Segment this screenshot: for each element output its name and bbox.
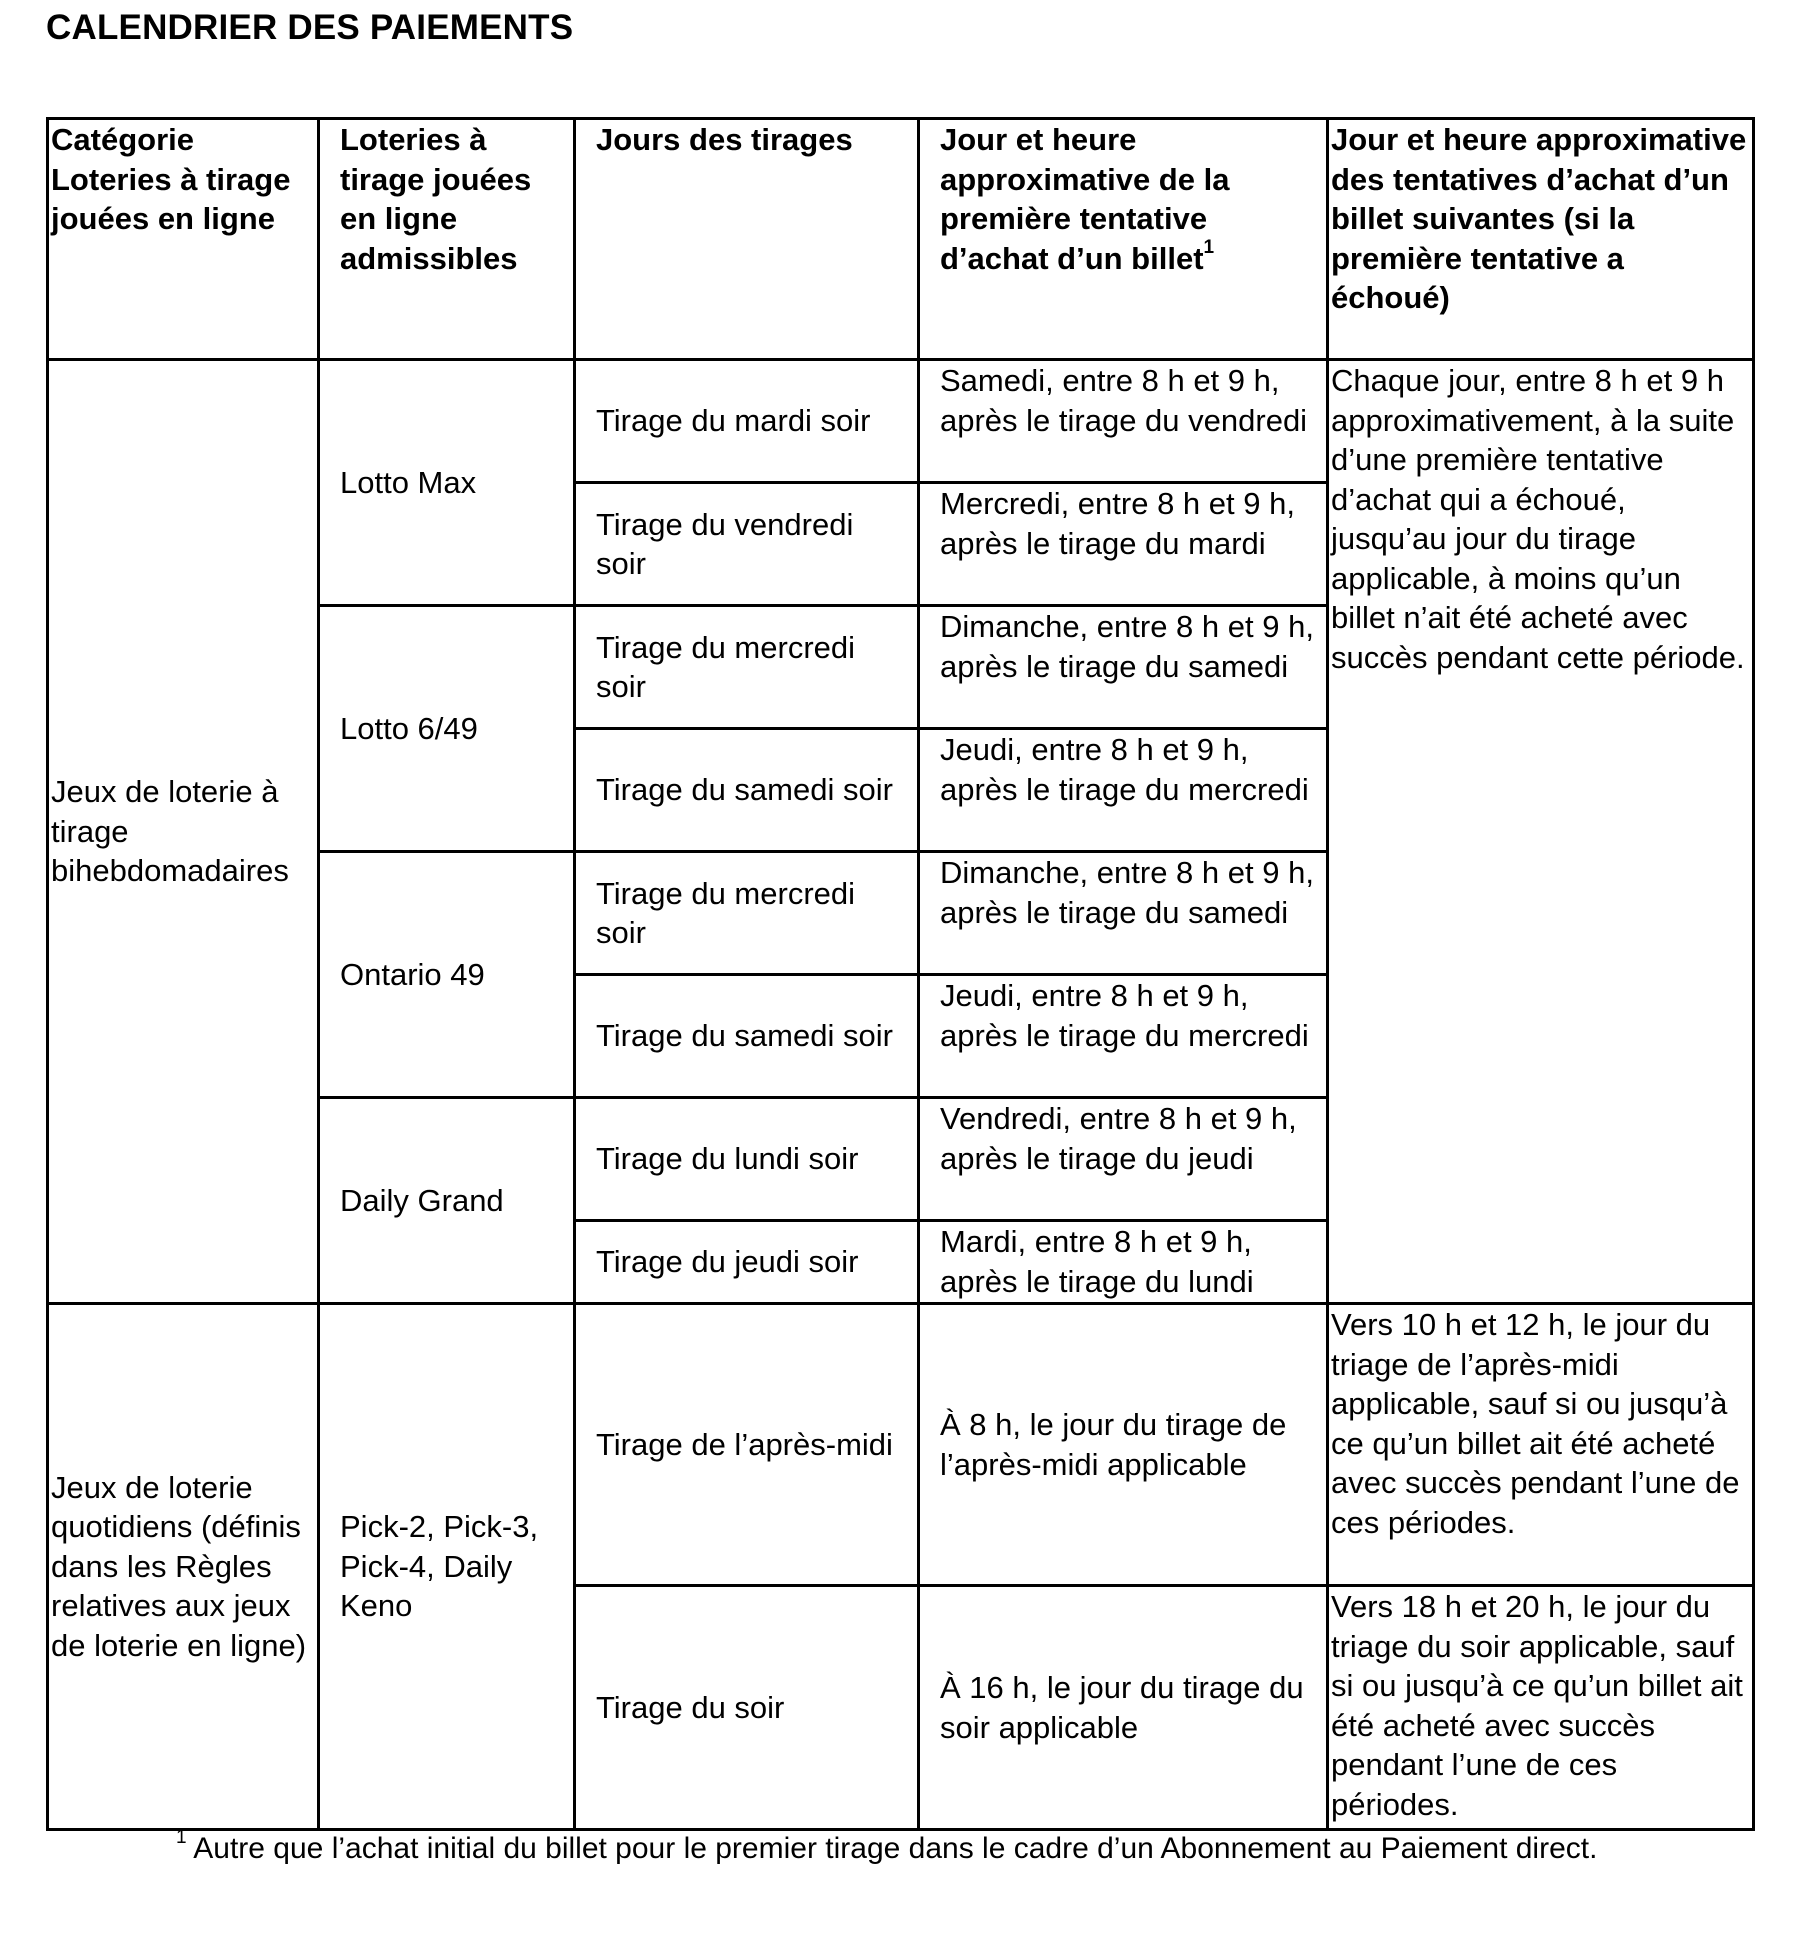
header-first-attempt bbox=[919, 119, 1328, 360]
lottery-name-cell: Lotto 6/49 bbox=[319, 606, 575, 852]
first-attempt-cell: Mardi, entre 8 h et 9 h, après le tirage du lundi bbox=[919, 1221, 1328, 1304]
draw-day-cell: Tirage du samedi soir bbox=[575, 975, 919, 1098]
draw-day-cell: Tirage du mercredi soir bbox=[575, 606, 919, 729]
footnote bbox=[46, 1827, 1752, 1868]
draw-day-cell: Tirage du soir bbox=[575, 1586, 919, 1830]
draw-day-cell: Tirage du mercredi soir bbox=[575, 852, 919, 975]
first-attempt-cell: À 8 h, le jour du tirage de l’après-midi applicable bbox=[919, 1304, 1328, 1586]
first-attempt-cell: Vendredi, entre 8 h et 9 h, après le tirage du jeudi bbox=[919, 1098, 1328, 1221]
footnote-ref: 1 bbox=[1203, 237, 1215, 259]
first-attempt-cell: Dimanche, entre 8 h et 9 h, après le tirage du samedi bbox=[919, 852, 1328, 975]
header-subsequent-attempts: Jour et heure approximative des tentatives d’achat d’un billet suivantes (si la première tentative a échoué) bbox=[1328, 119, 1754, 360]
subsequent-attempts-cell: Vers 10 h et 12 h, le jour du triage de l’après-midi applicable, sauf si ou jusqu’à ce qu’un billet ait été acheté avec succès pendant l’une de ces périodes. bbox=[1328, 1304, 1754, 1586]
first-attempt-cell: Dimanche, entre 8 h et 9 h, après le tirage du samedi bbox=[919, 606, 1328, 729]
table-header-row bbox=[48, 119, 1754, 360]
first-attempt-cell: Jeudi, entre 8 h et 9 h, après le tirage du mercredi bbox=[919, 975, 1328, 1098]
subsequent-attempts-cell: Chaque jour, entre 8 h et 9 h approximativement, à la suite d’une première tentative d’achat qui a échoué, jusqu’au jour du tirage applicable, à moins qu’un billet n’ait été acheté avec succès pendant cette période. bbox=[1328, 360, 1754, 1304]
first-attempt-cell: Samedi, entre 8 h et 9 h, après le tirage du vendredi bbox=[919, 360, 1328, 483]
footnote-marker: 1 bbox=[176, 1827, 187, 1848]
payment-schedule-table bbox=[46, 117, 1755, 1831]
draw-day-cell: Tirage de l’après-midi bbox=[575, 1304, 919, 1586]
category-cell: Jeux de loterie à tirage bihebdomadaires bbox=[48, 360, 319, 1304]
header-draw-days: Jours des tirages bbox=[575, 119, 919, 360]
first-attempt-cell: Jeudi, entre 8 h et 9 h, après le tirage du mercredi bbox=[919, 729, 1328, 852]
draw-day-cell: Tirage du vendredi soir bbox=[575, 483, 919, 606]
draw-day-cell: Tirage du jeudi soir bbox=[575, 1221, 919, 1304]
first-attempt-cell: Mercredi, entre 8 h et 9 h, après le tirage du mardi bbox=[919, 483, 1328, 606]
page-title: CALENDRIER DES PAIEMENTS bbox=[46, 8, 574, 47]
table-row bbox=[48, 360, 1754, 483]
draw-day-cell: Tirage du lundi soir bbox=[575, 1098, 919, 1221]
header-category: Catégorie Loteries à tirage jouées en ligne bbox=[48, 119, 319, 360]
lottery-name-cell: Daily Grand bbox=[319, 1098, 575, 1304]
header-first-attempt-text: Jour et heure approximative de la première tentative d’achat d’un billet bbox=[940, 122, 1230, 276]
draw-day-cell: Tirage du samedi soir bbox=[575, 729, 919, 852]
header-eligible-lotteries: Loteries à tirage jouées en ligne admissibles bbox=[319, 119, 575, 360]
draw-day-cell: Tirage du mardi soir bbox=[575, 360, 919, 483]
lottery-name-cell: Pick-2, Pick-3, Pick-4, Daily Keno bbox=[319, 1304, 575, 1830]
lottery-name-cell: Ontario 49 bbox=[319, 852, 575, 1098]
table-row bbox=[48, 1304, 1754, 1586]
subsequent-attempts-cell: Vers 18 h et 20 h, le jour du triage du soir applicable, sauf si ou jusqu’à ce qu’un billet ait été acheté avec succès pendant l’une de ces périodes. bbox=[1328, 1586, 1754, 1830]
first-attempt-cell: À 16 h, le jour du tirage du soir applicable bbox=[919, 1586, 1328, 1830]
lottery-name-cell: Lotto Max bbox=[319, 360, 575, 606]
footnote-text: Autre que l’achat initial du billet pour le premier tirage dans le cadre d’un Abonnement au Paiement direct. bbox=[193, 1832, 1598, 1865]
category-cell: Jeux de loterie quotidiens (définis dans les Règles relatives aux jeux de loterie en ligne) bbox=[48, 1304, 319, 1830]
